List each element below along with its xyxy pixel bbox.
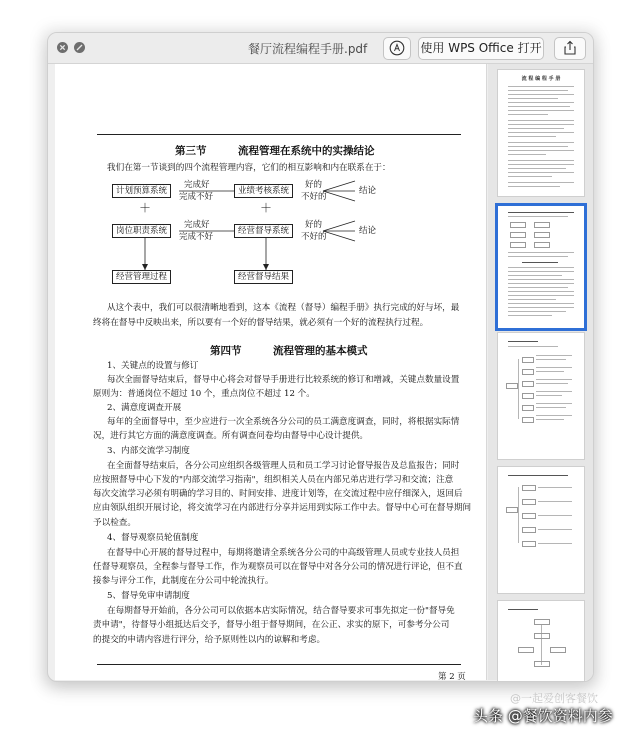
thumbnail-page-5[interactable] bbox=[497, 600, 585, 682]
label-good-done-2: 完成好 bbox=[184, 220, 210, 230]
item2-line-2: 况，进行其它方面的满意度调查。所有调查问卷均由督导中心设计提供。 bbox=[93, 431, 369, 441]
item3-line-3: 每次交流学习必须有明确的学习目的、时间安排、进度计划等，在交流过程中应仔细深入，返回后 bbox=[93, 489, 463, 499]
item4-heading: 4、督导观察员轮值制度 bbox=[107, 533, 199, 543]
label-conclusion-2: 结论 bbox=[359, 226, 377, 236]
section3-para-line-2: 终将在督导中反映出来，所以要有一个好的督导结果，就必须有一个好的流程执行过程。 bbox=[93, 318, 429, 328]
thumbnail-page-1[interactable] bbox=[497, 69, 585, 197]
item1-heading: 1、关键点的设置与修订 bbox=[107, 361, 199, 371]
preview-window bbox=[47, 32, 594, 682]
markup-button[interactable] bbox=[383, 37, 411, 60]
faint-watermark: @一起爱创客餐饮 bbox=[510, 692, 598, 705]
item5-line-2: 责申请"，待督导小组抵达后交予，督导小组于督导期间，在公正、求实的原下，可参考分公司 bbox=[93, 620, 450, 630]
no-entry-icon bbox=[74, 42, 85, 53]
item5-line-3: 的提交的申请内容进行评分，给予原则性以内的谅解和考虑。 bbox=[93, 635, 326, 645]
section3-title: 第三节 流程管理在系统中的实操结论 bbox=[175, 145, 375, 157]
item1-line-1: 每次全面督导结束后，督导中心将会对督导手册进行比较系统的修订和增减，关键点数量设置 bbox=[107, 375, 460, 385]
item3-line-2: 应按照督导中心下发的"内部交流学习指南"，组织相关人员在内部兄弟店进行学习和交流；注意 bbox=[93, 475, 454, 485]
share-icon bbox=[563, 40, 577, 56]
open-with-wps-button[interactable]: 使用 WPS Office 打开 bbox=[418, 37, 544, 60]
box-supervision-result: 经营督导结果 bbox=[234, 270, 293, 284]
item4-line-2: 任督导观察员，全程参与督导工作，作为观察员可以在督导中对各分公司的情况进行评论，但不直 bbox=[93, 562, 463, 572]
item4-line-3: 接参与评分工作，此制度在分公司中轮流执行。 bbox=[93, 576, 274, 586]
box-supervision-system: 经营督导系统 bbox=[234, 224, 293, 238]
plus-sign-2: ＋ bbox=[260, 201, 273, 215]
item3-line-1: 在全面督导结束后，各分公司应组织各级管理人员和员工学习讨论督导报告及总监报告；同时 bbox=[107, 461, 460, 471]
pdf-page-view[interactable] bbox=[55, 64, 487, 680]
thumbnail-page-2-selected[interactable] bbox=[495, 203, 587, 331]
plus-sign-1: ＋ bbox=[139, 201, 152, 215]
footer-rule bbox=[97, 664, 461, 665]
item3-line-5: 予以检查。 bbox=[93, 518, 136, 528]
label-good-1: 好的 bbox=[305, 180, 323, 190]
window-title: 餐厅流程编程手册.pdf bbox=[248, 42, 368, 56]
fullscreen-window-button[interactable] bbox=[74, 42, 85, 53]
title-bar bbox=[48, 33, 593, 64]
box-management-process: 经营管理过程 bbox=[112, 270, 171, 284]
item1-line-2: 原则为：普通岗位不超过 10 个，重点岗位不超过 12 个。 bbox=[93, 389, 315, 399]
item5-line-1: 在每期督导开始前，各分公司可以依据本店实际情况，结合督导要求可事先拟定一份"督导免 bbox=[107, 606, 455, 616]
markup-pen-icon bbox=[389, 40, 405, 56]
item3-line-4: 应由领队组织开展讨论，将交流学习在内部进行分享并运用到实际工作中去。督导中心可在督导期间 bbox=[93, 503, 472, 513]
box-job-system: 岗位职责系统 bbox=[112, 224, 171, 238]
label-bad-2: 不好的 bbox=[301, 232, 327, 242]
item5-heading: 5、督导免审申请制度 bbox=[107, 591, 190, 601]
thumbnail-page-3[interactable] bbox=[497, 332, 585, 460]
label-good-2: 好的 bbox=[305, 220, 323, 230]
label-bad-done-1: 完成不好 bbox=[179, 192, 214, 202]
item4-line-1: 在督导中心开展的督导过程中，每期将邀请全系统各分公司的中高级管理人员或专业技人员担 bbox=[107, 548, 460, 558]
thumbnail-sidebar[interactable] bbox=[488, 64, 593, 680]
page-number: 第 2 页 bbox=[438, 672, 466, 682]
label-bad-done-2: 完成不好 bbox=[179, 232, 214, 242]
thumbnail-page-1-title: 流 程 编 程 手 册 bbox=[521, 76, 561, 82]
label-conclusion-1: 结论 bbox=[359, 186, 377, 196]
box-performance-system: 业绩考核系统 bbox=[234, 184, 293, 198]
share-button[interactable] bbox=[554, 37, 586, 60]
watermark-text: 头条 @餐饮资料内参 bbox=[473, 707, 613, 725]
section4-title: 第四节 流程管理的基本模式 bbox=[210, 345, 368, 357]
section3-para-line-1: 从这个表中，我们可以很清晰地看到，这本《流程（督导）编程手册》执行完成的好与坏，最 bbox=[107, 303, 460, 313]
section3-intro: 我们在第一节谈到的四个流程管理内容，它们的相互影响和内在联系在于： bbox=[107, 163, 391, 173]
label-good-done-1: 完成好 bbox=[184, 180, 210, 190]
close-icon bbox=[57, 42, 68, 53]
item2-line-1: 每年的全面督导中，至少应进行一次全系统各分公司的员工满意度调查，同时，将根据实际情 bbox=[107, 417, 460, 427]
close-window-button[interactable] bbox=[57, 42, 68, 53]
thumbnail-page-4[interactable] bbox=[497, 466, 585, 594]
item2-heading: 2、满意度调查开展 bbox=[107, 403, 182, 413]
item3-heading: 3、内部交流学习制度 bbox=[107, 446, 190, 456]
box-budget-system: 计划预算系统 bbox=[112, 184, 171, 198]
label-bad-1: 不好的 bbox=[301, 192, 327, 202]
